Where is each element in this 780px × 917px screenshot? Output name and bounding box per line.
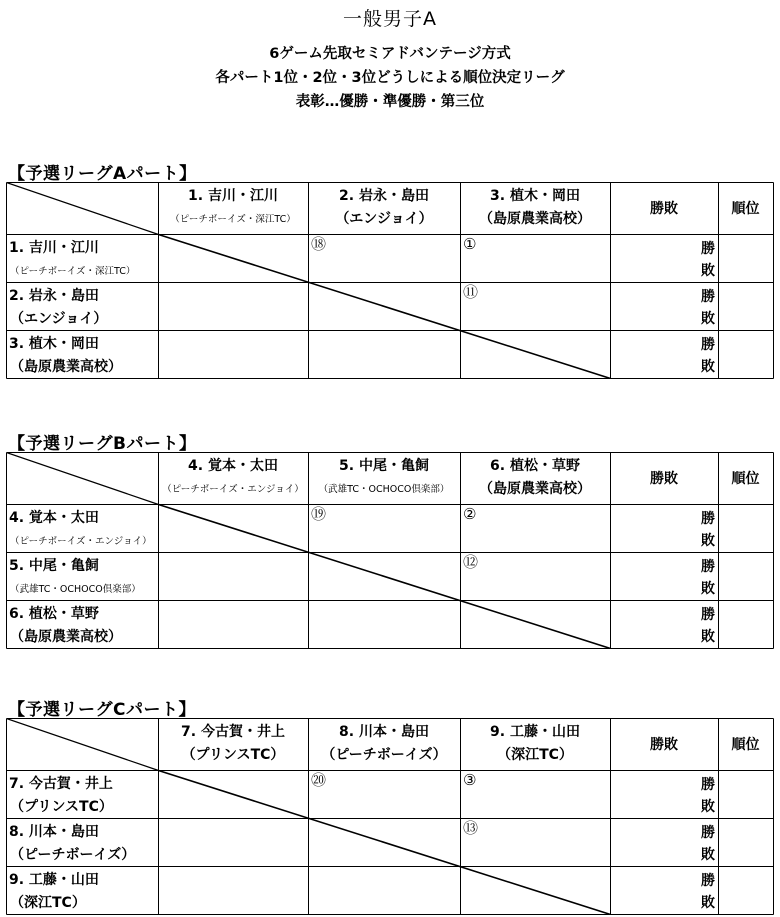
- row-team-name: 8. 川本・島田: [9, 824, 99, 840]
- header-team-cell: [158, 452, 308, 504]
- header-team-affiliation: （エンジョイ）: [335, 211, 433, 227]
- rank-cell: [718, 234, 773, 282]
- header-team-name: 9. 工藤・山田: [490, 724, 580, 740]
- win-loss-label: [701, 508, 715, 552]
- row-team-name: 7. 今古賀・井上: [9, 776, 113, 792]
- record-cell: [610, 866, 718, 914]
- loss-label: 敗: [701, 359, 715, 375]
- record-cell: [610, 234, 718, 282]
- record-cell: [610, 330, 718, 378]
- header-team-name: 4. 覚本・太田: [188, 458, 278, 474]
- win-label: 勝: [701, 559, 715, 575]
- match-cell: [460, 234, 610, 282]
- corner-diagonal: [7, 453, 159, 505]
- league-title: 【予選リーグCパート】: [8, 700, 196, 720]
- playoff-line: 各パート1位・2位・3位どうしによる順位決定リーグ: [215, 70, 565, 86]
- header-team-cell: [460, 182, 610, 234]
- record-header: [610, 182, 718, 234]
- rank-cell: [718, 600, 773, 648]
- win-loss-label: [701, 604, 715, 648]
- record-cell: [610, 552, 718, 600]
- match-cell: [308, 282, 460, 330]
- row-team-name: 5. 中尾・亀飼: [9, 558, 99, 574]
- row-team-cell: [6, 504, 158, 552]
- header-team-affiliation: （プリンスTC）: [181, 747, 285, 763]
- row-team-affiliation: （深江TC）: [10, 895, 86, 911]
- match-cell: [158, 770, 308, 818]
- row-team-name: 4. 覚本・太田: [9, 510, 99, 526]
- header-team-name: 7. 今古賀・井上: [181, 724, 285, 740]
- loss-label: 敗: [701, 895, 715, 911]
- league-title: 【予選リーグAパート】: [8, 164, 197, 184]
- format-line: 6ゲーム先取セミアドバンテージ方式: [269, 46, 511, 62]
- match-cell: [308, 552, 460, 600]
- row-team-cell: [6, 818, 158, 866]
- loss-label: 敗: [701, 533, 715, 549]
- match-cell: [308, 234, 460, 282]
- rank-cell: [718, 818, 773, 866]
- header-team-affiliation: （武雄TC・OCHOCO倶楽部）: [318, 484, 450, 495]
- match-number: ⑳: [311, 771, 327, 789]
- record-cell: [610, 770, 718, 818]
- header-team-name: 5. 中尾・亀飼: [339, 458, 429, 474]
- win-label: 勝: [701, 607, 715, 623]
- win-loss-label: [701, 774, 715, 818]
- match-cell: [158, 552, 308, 600]
- row-team-cell: [6, 552, 158, 600]
- match-cell: [460, 282, 610, 330]
- row-team-name: 1. 吉川・江川: [9, 240, 99, 256]
- header-team-affiliation: （深江TC）: [497, 747, 573, 763]
- match-number: ③: [463, 771, 477, 789]
- match-cell: [308, 770, 460, 818]
- row-team-name: 2. 岩永・島田: [9, 288, 99, 304]
- rank-cell: [718, 552, 773, 600]
- win-label: 勝: [701, 289, 715, 305]
- loss-label: 敗: [701, 581, 715, 597]
- row-team-cell: [6, 282, 158, 330]
- match-cell: [158, 234, 308, 282]
- win-loss-label: [701, 822, 715, 866]
- match-number: ⑫: [463, 553, 479, 571]
- league-title: 【予選リーグBパート】: [8, 434, 197, 454]
- header-team-affiliation: （ピーチボーイズ・深江TC）: [170, 214, 296, 225]
- header-team-affiliation: （ピーチボーイズ・エンジョイ）: [162, 484, 304, 495]
- match-cell: [158, 600, 308, 648]
- match-cell: [460, 330, 610, 378]
- match-cell: [158, 330, 308, 378]
- loss-label: 敗: [701, 799, 715, 815]
- match-cell: [460, 504, 610, 552]
- loss-label: 敗: [701, 847, 715, 863]
- rank-header-label: 順位: [731, 201, 760, 217]
- row-team-affiliation: （島原農業高校）: [10, 629, 122, 645]
- match-number: ①: [463, 235, 477, 253]
- header-team-cell: [460, 452, 610, 504]
- row-team-affiliation: （プリンスTC）: [10, 799, 113, 815]
- header-team-name: 3. 植木・岡田: [490, 188, 580, 204]
- header-team-cell: [308, 718, 460, 770]
- league-table: [6, 452, 773, 648]
- header-team-cell: [158, 182, 308, 234]
- match-number: ⑪: [463, 283, 479, 301]
- rank-cell: [718, 330, 773, 378]
- win-loss-label: [701, 286, 715, 330]
- match-cell: [308, 504, 460, 552]
- win-loss-label: [701, 238, 715, 282]
- match-number: ⑲: [311, 505, 327, 523]
- row-team-name: 3. 植木・岡田: [9, 336, 99, 352]
- match-cell: [158, 282, 308, 330]
- record-header-label: 勝敗: [650, 201, 678, 217]
- record-cell: [610, 504, 718, 552]
- rank-header: [718, 718, 773, 770]
- row-team-name: 6. 植松・草野: [9, 606, 99, 622]
- match-cell: [460, 866, 610, 914]
- match-number: ⑬: [463, 819, 479, 837]
- match-cell: [158, 866, 308, 914]
- header-team-affiliation: （島原農業高校）: [479, 211, 591, 227]
- record-cell: [610, 818, 718, 866]
- win-loss-label: [701, 334, 715, 378]
- record-header: [610, 452, 718, 504]
- match-cell: [460, 552, 610, 600]
- row-team-affiliation: （武雄TC・OCHOCO倶楽部）: [10, 584, 141, 595]
- record-header: [610, 718, 718, 770]
- corner-diagonal: [7, 719, 159, 771]
- win-label: 勝: [701, 873, 715, 889]
- header-team-cell: [460, 718, 610, 770]
- rank-header: [718, 182, 773, 234]
- win-label: 勝: [701, 777, 715, 793]
- win-label: 勝: [701, 337, 715, 353]
- header-team-affiliation: （島原農業高校）: [479, 481, 591, 497]
- match-cell: [158, 504, 308, 552]
- rank-header-label: 順位: [731, 737, 760, 753]
- header-team-cell: [308, 182, 460, 234]
- match-cell: [308, 330, 460, 378]
- record-cell: [610, 282, 718, 330]
- win-label: 勝: [701, 241, 715, 257]
- row-team-cell: [6, 770, 158, 818]
- header-team-name: 1. 吉川・江川: [188, 188, 278, 204]
- rank-header: [718, 452, 773, 504]
- row-team-affiliation: （ピーチボーイズ）: [10, 847, 136, 863]
- rank-cell: [718, 770, 773, 818]
- rank-header-label: 順位: [731, 471, 760, 487]
- row-team-affiliation: （ピーチボーイズ・エンジョイ）: [10, 536, 152, 547]
- row-team-affiliation: （島原農業高校）: [10, 359, 122, 375]
- awards-line: 表彰…優勝・準優勝・第三位: [295, 94, 485, 110]
- record-cell: [610, 600, 718, 648]
- rank-cell: [718, 504, 773, 552]
- loss-label: 敗: [701, 629, 715, 645]
- row-team-affiliation: （エンジョイ）: [10, 311, 108, 327]
- match-number: ②: [463, 505, 477, 523]
- match-cell: [308, 600, 460, 648]
- corner-diagonal: [7, 183, 159, 235]
- match-cell: [308, 818, 460, 866]
- rank-cell: [718, 866, 773, 914]
- match-number: ⑱: [311, 235, 327, 253]
- win-loss-label: [701, 556, 715, 600]
- header-team-name: 2. 岩永・島田: [339, 188, 429, 204]
- row-team-cell: [6, 234, 158, 282]
- win-loss-label: [701, 870, 715, 914]
- win-label: 勝: [701, 511, 715, 527]
- header-team-cell: [158, 718, 308, 770]
- loss-label: 敗: [701, 311, 715, 327]
- row-team-cell: [6, 866, 158, 914]
- loss-label: 敗: [701, 263, 715, 279]
- league-table: [6, 718, 773, 914]
- page-title: 一般男子A: [343, 8, 437, 30]
- row-team-affiliation: （ピーチボーイズ・深江TC）: [10, 266, 136, 277]
- match-cell: [460, 818, 610, 866]
- match-cell: [460, 770, 610, 818]
- match-cell: [308, 866, 460, 914]
- league-table: [6, 182, 773, 378]
- header-team-affiliation: （ピーチボーイズ）: [321, 747, 447, 763]
- match-cell: [158, 818, 308, 866]
- match-cell: [460, 600, 610, 648]
- header-team-cell: [308, 452, 460, 504]
- header-team-name: 6. 植松・草野: [490, 458, 580, 474]
- rank-cell: [718, 282, 773, 330]
- record-header-label: 勝敗: [650, 737, 678, 753]
- row-team-cell: [6, 330, 158, 378]
- row-team-cell: [6, 600, 158, 648]
- win-label: 勝: [701, 825, 715, 841]
- header-team-name: 8. 川本・島田: [339, 724, 429, 740]
- record-header-label: 勝敗: [650, 471, 678, 487]
- row-team-name: 9. 工藤・山田: [9, 872, 99, 888]
